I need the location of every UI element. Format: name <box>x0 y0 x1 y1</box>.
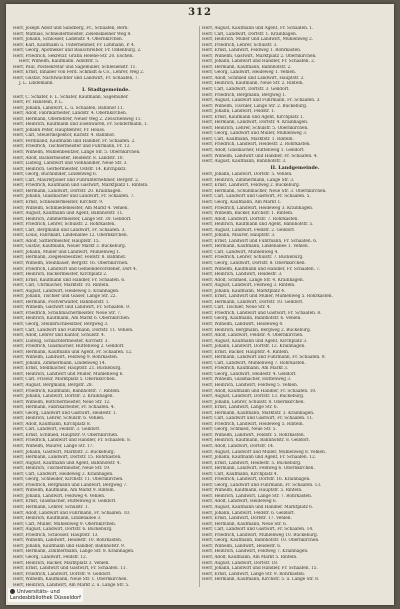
directory-entry: Herr, Hermann, Kaufmann und Agent, Fr. Schaafen. 12. <box>13 349 133 355</box>
directory-entry: Herr, Georg, Landwirt und Fuhrmann, Fr. Schaafen. 13. <box>202 482 322 488</box>
directory-entry: Herr, Ernst, Landwirt und Gastwirt, Fr. Schaafen. 11. <box>13 566 127 572</box>
directory-entry: Herr, Adolf, Landwirt, Feldstr. 4. Obernkirchen. <box>202 333 304 339</box>
directory-entry: Herr, Heinrich, Landwirt, Lange Str. 7. Röhrkasten. <box>202 493 313 499</box>
directory-entry: Herr, Heinrich, Landwirt, Heidestr. 3. <box>202 272 283 278</box>
left-column <box>13 26 199 587</box>
directory-entry: Herr, Ernst, Kaufmann und Händler, Fr. Schaafen. 6. <box>13 277 126 283</box>
directory-entry: Herr, Friedrich, Kaufmann und Gastwirt, Marktplatz 1. Rinteln. <box>13 183 149 189</box>
directory-entry: Herr, August, Kaufmann, Bahnhofstr. 3. <box>202 159 287 165</box>
directory-entry: Herr, Gustav, Nachtwächter und Landwirt, Fr. Schaafen, 7. <box>13 75 139 81</box>
directory-entry: Herr, August, Kaufmann und Agent, Kirchplatz 3. <box>202 338 308 344</box>
directory-entry: Herr, Johann, Landwirt, Dorfstr. 5. Vehlen. <box>202 172 293 178</box>
directory-entry: Herr, Adolf, Glasmacher, Hüttenweg 1. Gelldorf. <box>202 148 305 154</box>
directory-entry: Herr, Carl, Steuerinspektor, Karlstr. 4. Bahnhof. <box>13 133 115 139</box>
directory-entry: Herr, August, Landwirt, Dorfstr. 6. Bückeburg. <box>13 527 113 533</box>
library-watermark <box>8 588 83 602</box>
directory-entry: Herr, August, Landwirt, Feldstr. 2. Gelldorf. <box>202 227 296 233</box>
directory-entry: Herr, Wilhelm, Kaufmann und Händler, Fr. Schaafen. 7. <box>202 266 321 272</box>
directory-entry: Herr, Karl, Kaufmann u. Unternehmer, Fr. Lohmann, P. 4. <box>13 42 135 48</box>
directory-entry: Herr, Carl, Friseur, Marktplatz 5. Obernkirchen. <box>13 377 116 383</box>
directory-entry: Herr, Carl, Kaufmann, Kirchplatz 4. <box>202 471 278 477</box>
directory-entry: Herr, Heinrich, Landwirt, Feldweg 5. Vehlen. <box>202 383 299 388</box>
directory-entry: Herr, Carl, Tischler, Neue Str. 4. <box>202 305 271 311</box>
directory-entry: Herr, Wilhelm, Gastwirt, Marktplatz 2. Obernkirchen. <box>202 53 317 59</box>
directory-entry: Herr, Ernst, Schmied, Hauptstr. 9. Obernkirchen. <box>13 432 119 438</box>
section-heading: I. Stadtgemeinde. <box>82 87 130 94</box>
section-heading: II. Landgemeinde. <box>270 164 320 171</box>
directory-entry: Herr, August, Bergmann, Bergstr. 28. <box>13 383 93 388</box>
directory-entry: Herr, August, Landwirt, Feldweg 3. Rinteln. <box>202 283 296 289</box>
right-column <box>202 26 388 587</box>
directory-entry: Herr, Georg, Landwirt und Gastwirt, Heidestr. 1. <box>13 410 117 416</box>
directory-entry: Herr, Georg, Kaufmann, Am Markt 1. <box>202 199 282 205</box>
directory-entry: Herr, August, Kaufmann und Händler, Marktplatz 6. <box>202 505 314 511</box>
directory-entry: Herr, Johann, Schlosser, Ladenstr. 4. Obernkirchen. <box>13 37 124 43</box>
directory-entry: Herr, Mathias, Schneidermeister, Zielenskieiner Weg 8. <box>13 31 132 37</box>
directory-entry: Herr, Friedrich, Lehrer, Schulstr. 3. <box>202 42 278 48</box>
column-divider <box>199 26 200 587</box>
directory-entry: Herr, Friedrich, Bergmann, Bergweg 1. <box>202 92 287 98</box>
directory-entry: Herr, Fr. Hanstein, P. L. <box>13 100 64 106</box>
directory-entry: Herr, Heinrich, Kaufmann, Lindenallee 3. <box>13 516 102 522</box>
directory-entry: Herr, Johann, Zimmermann, Lindenweg 14. <box>13 360 106 366</box>
directory-entry: Herr, Wilhelm, Landwirt, Heidestr. 6. <box>202 543 282 549</box>
directory-entry: Herr, Carl, Landwirt, Mühlenweg 4. <box>202 249 279 255</box>
directory-entry: Herr, Hermann, Kaufmann, Lindenallee 1. Vehlen. <box>202 244 309 250</box>
directory-entry: Herr, Carl, Landwirt und Gastwirt, Fr. Schaafen. 5. <box>202 194 311 200</box>
directory-entry: Herr, Friedrich, Landwirt und Gastwirt, Fr. Schaafen. 8. <box>202 310 322 316</box>
directory-entry: Herr, Friedrich, Schlosser, Hauptstr. 13. <box>13 532 99 538</box>
directory-entry: Herr, Carl, Landwirt, Dorfstr. 3. Gelldorf. <box>202 87 290 93</box>
directory-entry: Herr, Georg, Landwirt, Heidestr. 4. Gelldorf. <box>202 371 297 377</box>
directory-entry: Herr, Heinrich, Landwirt, Feldweg 7. Krainhagen. <box>202 549 309 555</box>
directory-entry: Herr, Wilhelm, Landwirt und Händler, Fr. Schaafen. 4. <box>202 153 318 159</box>
directory-entry: Herr, Georg, Schneider, Kirchstr. 11. Obernkirchen. <box>13 477 124 483</box>
directory-entry: Herr, Carl, Maurerpolier und Fuhrunternehmer, Bergstr. 2. <box>13 177 140 183</box>
directory-entry: Herr, Friedrich, Sekretär, Gräfin Helene-Str. 20. Eschen. <box>13 53 134 59</box>
directory-entry: Herr, Wilhelm, Steinhauer, Bergstr. 16. Obernkirchen. <box>13 260 129 266</box>
directory-entry: Herr, Hermann, Oberlehrer, Neuer Weg 2. Zwischenweg 11. <box>13 116 142 122</box>
directory-entry: Herr, Hermann, Ziegeleibesitzer, Feldstr. 8. Bahnhof. <box>13 255 126 261</box>
directory-entry: Herr, Heinrich, Lehrer, Schulstr. 6. Vehlen. <box>13 416 105 422</box>
directory-entry: Herr, Heinrich, Bäckermeister, Kirchplatz 2. <box>13 272 108 278</box>
directory-entry: Herr, Johann, Müller und Landwirt, Mühlenweg 1. <box>13 249 121 255</box>
directory-entry: Herr, Heinrich, Landwirt und Müller, Mühlenweg 6. <box>13 371 124 377</box>
directory-entry: Herr, Hermann, Landwirt, Dorfstr. 15. Röhrkasten. <box>13 455 122 461</box>
directory-entry: Herr, Wilhelm, Schmiedemeister, Am Markt 4. Vehlen. <box>13 205 129 211</box>
directory-entry: Herr, Wilhelm, Böttchermeister, Neue Str. 12. <box>13 399 111 405</box>
directory-entry: Herr, Hermann, Kaufmann, Kirchstr. 5. u. Lange Str. 8. <box>202 577 320 583</box>
directory-entry: Herr, Ernst, Stellmacher, Hauptstr. 21. Bückeburg. <box>13 366 122 372</box>
directory-entry: Herr, C. Schäfer, F. L. Schäfer, Kaufmann, Sägemüller. <box>13 94 129 100</box>
directory-entry: Herr, Wilhelm, Tischler, Lange Str. 2. Bückeburg. <box>202 103 308 109</box>
directory-entry: Herr, Georg, Kaufmann, Bahnhofstr. 10. Obernkirchen. <box>202 538 320 544</box>
directory-entry: Herr, Hermann, Landwirt, Dorfstr. 4. Krainhagen. <box>202 120 309 126</box>
directory-entry: Herr, Heinrich, Zimmermann, Lange Str. 3. <box>202 177 295 183</box>
directory-entry: Herr, Heinrich, Müller und Landwirt, Mühlenweg 2. <box>202 37 314 43</box>
directory-entry: Herr, Georg, Landwirt und Müller, Mühlenweg 3. <box>202 131 308 137</box>
directory-entry: Herr, Friedrich, Glasmacher, Hüttenweg 2. Gelldorf. <box>13 344 125 350</box>
directory-entry: Herr, Hermann, Zimmermann, Lange Str. 8. Krainhagen. <box>13 549 135 555</box>
directory-entry: Herr, Heinrich, Zimmermeister, Lange Str. 30. Gelldorf. <box>13 216 132 222</box>
watermark-line-1: Universitäts- und <box>17 589 60 595</box>
directory-entry: Herr, Wilhelm, Mühlenbesitzer, Lange Str. 5. Obernkirchen. <box>13 150 141 156</box>
directory-entry: Herr, Adolf, Landwirt, Dorfstr. 14. <box>202 444 275 450</box>
directory-entry: Herr, Friedrich, Landwirt, Mühlenweg 10. Bückeburg. <box>202 532 318 538</box>
directory-entry: Herr, Johann, Gastwirt, Marktstr. 2. Bückeburg. <box>13 449 115 455</box>
directory-entry: Herr, Friedrich, Kaufmann, Bahnhofstr. 7. Rinteln. <box>13 388 121 394</box>
directory-entry: Herr, Paul, Postsekretär und Sägemüller, Schlesienstr. 11. <box>13 64 137 70</box>
directory-entry: Herr, Ernst, Inhaber von Ferd. Schmidt & Co., Lehrer, Weg 2. <box>13 70 145 76</box>
directory-entry: Herr, Friedrich, Landwirt und Gemeindevorsteher, Dorf 4. <box>13 266 138 272</box>
directory-entry: Herr, August, Landwirt, Dorfstr. 13. Bückeburg. <box>202 394 305 400</box>
directory-entry: Herr, Ludwig, Landwirt und Viehhändler, Neue Str. 3. <box>13 161 128 167</box>
directory-entry: Herr, Johann, Landwirt, Dorfstr. 12. Krainhagen. <box>202 344 306 350</box>
directory-entry: Herr, Wilhelm, Landwirt, Feldweg 9. Röhrkasten. <box>13 355 119 361</box>
directory-entry: Herr, Friedrich, Lehrer, Schulstr. 2. Röhrkasten. <box>13 222 116 228</box>
directory-entry: Herr, Georg, Landwirt, Feldstr. 12. <box>13 554 87 560</box>
directory-entry: Herr, Johann, Landwirt, Feldstr. 1. <box>202 109 276 115</box>
directory-entry: Herr, Carl, Müller, Mühlenweg 9. Obernkirchen. <box>13 521 117 527</box>
directory-entry: Herr, Wilhelm, Maurer, Lange Str. 17. <box>13 444 94 450</box>
directory-entry: Herr, Johann, Landwirt, Feldweg 4. Vehlen. <box>13 493 106 499</box>
directory-entry: Herr, Louis, Fabrikant, Lindenallee 12. Obernkirchen. <box>13 233 128 239</box>
directory-entry: Herr, Joseph Adolf und Sandberg, Fr., Schaafen, Bern. <box>13 26 129 31</box>
directory-entry: Herr, Heinrich, Kaufmann und Agent, Bahnhofstr. 5. <box>202 222 314 228</box>
directory-entry: Herr, Adolf, Lehrer und Kantor, Schulstr. 4. <box>13 333 106 339</box>
document-page <box>6 4 394 605</box>
directory-entry: Herr, Friedrich, Kaufmann, Am Markt 3. <box>202 366 289 372</box>
directory-entry: J. L. Lindemann. <box>19 81 54 87</box>
directory-entry: Herr, Ernst, Landwirt, Lange Str. 6. <box>202 405 278 411</box>
directory-entry: Herr, Johann, Kaufmann und Händler, Bahnhofstr. 9. <box>13 543 125 549</box>
directory-entry: Herr, Ernst, Landwirt, Feldweg 1. Röhrkasten. <box>202 48 302 54</box>
directory-entry: Herr, August, Landwirt, Dorfstr. 18. <box>202 560 279 566</box>
directory-entry: Herr, Heinrich, Lehrer, Schulstr. 5. Obernkirchen. <box>202 125 309 131</box>
directory-entry: Herr, Georg, Apotheker und Bauschreiber, Fr. Oldenburg. 2. <box>13 48 142 54</box>
directory-entry: Herr, Georg, Landwirt, Dorfstr. 8. Obernkirchen. <box>202 260 306 266</box>
directory-entry: Herr, Ferdinand, Kaufmann und Händler, Fr. Schaafen. 2. <box>13 138 136 144</box>
directory-entry: Herr, Adolf, Landwirt, Heideweg 6. <box>202 499 277 505</box>
directory-entry: Herr, Johann, Tischler und Glaser, Lange Str. 22. <box>13 294 117 300</box>
directory-entry: Herr, Friedrich, Schuhmachermeister, Neue Str. 7. <box>13 310 122 316</box>
directory-entry: Herr, Hermann, Fabrikarbeiter, Fr. Schaafen. 4. <box>13 405 115 411</box>
directory-entry: Herr, Johann, Landwirt und Händler, Fr. Schaafen. 2. <box>202 59 316 65</box>
directory-entry: Herr, Wilhelm, Landwirt, Feldstr. 5. Röhrkasten. <box>202 432 305 438</box>
directory-entry: Herr, Adolf, Schmied und Landwirt, Hauptstr. 2. <box>202 75 305 81</box>
directory-entry: Herr, Johann, Glasmacher und Landwirt, Fr. Schaafen. 7. <box>13 194 135 200</box>
directory-entry: Herr, Hermann, Landwirt, Dorfstr. 20. Krainhagen. <box>13 188 122 194</box>
directory-entry: Herr, August, Kaufmann und Agent, Bahnhofstr. 4. <box>13 460 121 466</box>
directory-entry: Herr, Adolf, Landwirt und Fuhrmann, Fr. Schaafen. 10. <box>13 510 131 516</box>
directory-entry: Herr, Georg, Landwirt, Heideweg 1. Vehlen. <box>202 70 296 76</box>
directory-entry: Herr, Wilhelm, Landwirt, Heidestr. 10. Röhrkasten. <box>13 538 123 544</box>
directory-entry: Herr, Georg, Schmied, Neue Str. 5. <box>202 427 277 433</box>
directory-entry: Herr, Johann, Maurer, Hauptstr. 3. <box>202 233 276 239</box>
directory-entry: Herr, Ernst, Landwirt, Dorfstr. 17. Vehlen. <box>202 516 292 522</box>
directory-entry: Herr, Adolf, Schmied, Lange Str. 4. Krainhagen. <box>202 277 304 283</box>
directory-entry: Herr, Friedrich, Lehrer, Schulstr. 7. Bückeburg. <box>202 255 304 261</box>
directory-entry: Herr, Hermann, Schuhmacher, Neue Str. 3. Obernkirchen. <box>202 188 327 194</box>
directory-entry: Herr, Hermann, Kaufmann, Neue Str. 6. <box>202 521 288 527</box>
watermark-line-2: Landesbibliothek Düsseldorf <box>10 595 81 601</box>
directory-entry: Herr, Georg, Buchbinder, Lindenweg 6. <box>13 172 97 178</box>
directory-entry: Herr, Carl, Kaufmann, Marktstr. 1. Rinteln. <box>202 136 294 142</box>
directory-entry: Herr, Ernst, Landwirt, Lange Str. 9. Röhrkasten. <box>202 571 306 577</box>
directory-entry: Herr, Ernst, Landwirt, Heidestr. 5. Bückeburg. <box>202 460 302 466</box>
directory-entry: Herr, Adolf, Kaufmann, Am Markt 5. Rinteln. <box>202 554 298 560</box>
directory-entry: Herr, Wilhelm, Kaufmann, Hauptstr. 5. Rinteln. <box>202 488 303 494</box>
directory-entry: Herr, Carl, Landwirt und Gastwirt, Fr. Schaafen. 14. <box>202 527 314 533</box>
directory-entry: Herr, August, Kaufmann und Agent, Bahnhofstr. 11. <box>13 211 124 217</box>
directory-entry: Herr, Hermann, Lehrer, Schulstr. 1. <box>13 505 89 511</box>
directory-entry: Herr, Johann, Landwirt, Feldstr. 6. Gelldorf. <box>202 510 295 516</box>
directory-entry: Herr, Adolf, Kaufmann und Händler, Fr. Schaafen. 10. <box>202 388 317 394</box>
directory-entry: Herr, Wilhelm, Glasmacher, Hüttenweg 3. <box>202 377 292 383</box>
directory-entry: Herr, Gustav, Kaufmann, Neuer Markt 3. Bückeburg. <box>13 244 126 250</box>
directory-entry: Herr, Heinrich, Gerbermeister, Oststr. 14. Kirchplatz. <box>13 166 127 172</box>
directory-entry: Herr, Heinrich, Kaufmann, Am Markt 6. Obernkirchen. <box>13 316 131 322</box>
directory-entry: Herr, Ernst, Glasmacher, Hüttenweg 8. Gelldorf. <box>13 499 117 505</box>
directory-entry: Herr, Ernst, Kaufmann und Agent, Kirchplatz 1. <box>202 114 304 120</box>
directory-entry: Herr, Hermann, Kaufmann, Bahnhofstr. 2. <box>202 64 292 70</box>
directory-entry: Herr, Johann, Lehrer, Schulstr. 8. Obernkirchen. <box>202 399 305 405</box>
directory-entry: Herr, Friedrich, Landwirt, Heideweg 3. Krainhagen. <box>202 205 314 211</box>
directory-entry: Herr, Heinrich, Kaufmann, Neue Str. 2. Rinteln. <box>202 81 304 87</box>
directory-entry: Herr, Wilhelm, Gastwirt und Landwirt, Fr. Schaafen. 9. <box>13 305 131 311</box>
directory-entry: Herr, Johann, Kaufmann, Marktplatz 4. <box>202 288 286 294</box>
directory-entry: Herr, Wilhelm, Kaufmann, Am Markt 9. Rinteln. <box>13 488 115 494</box>
directory-entry: Herr, Ludwig, Schlachtermeister, Kirchstr. 3. <box>13 338 109 344</box>
directory-entry: Herr, Heinrich, Tischlermeister, Neue Str. 19. <box>13 466 111 472</box>
directory-entry: Herr, Hermann, Postverwalter, Bahnhofstr. 1. <box>13 299 110 305</box>
directory-entry: Herr, Friedrich, Bergmann und Landwirt, Bergweg 7. <box>13 482 128 488</box>
directory-entry: Herr, Carl, Uhrmacher, Marktstr. 10. Rinteln. <box>13 283 110 289</box>
directory-entry: Herr, Friedrich, Landwirt, Dorfstr. 16. Krainhagen. <box>202 477 311 483</box>
directory-entry: Herr, Carl, Landwirt, Mühlenweg 7. Röhrkasten. <box>202 360 306 366</box>
directory-entry: Herr, Ernst, Bäcker, Hauptstr. 4. Rinteln. <box>202 349 290 355</box>
directory-entry: Herr, Johann, Kaufmann und Agent, Fr. Schaafen. 12. <box>202 455 316 461</box>
directory-entry: Herr, Georg, Steinbruchbesitzer, Bergweg 3. <box>13 321 109 327</box>
directory-entry: Herr, Carl, Landwirt und Fuhrmann, Dorfstr. 11. Vehlen. <box>13 327 134 333</box>
directory-entry: Herr, Wilhelm, Bäcker, Kirchstr. 1. Rinteln. <box>202 211 294 217</box>
directory-entry: Herr, August, Kaufmann und Agent, Fr. Schaafen. 1. <box>202 26 314 31</box>
directory-entry: Herr, Adolf, Bäckermeister, Heidestr. 8. Landstr. 10. <box>13 155 124 161</box>
directory-entry: Herr, Johann, Landwirt, Dorfstr. 2. Krainhagen. <box>13 394 114 400</box>
directory-entry: Herr, Heinrich, Bergmann, Bergweg 2. Bückeburg. <box>202 327 311 333</box>
directory-entry: Herr, Adolf, Kaufmann, Kirchplatz 8. <box>13 421 91 427</box>
directory-entry: Herr, August, Landwirt und Müller, Mühlenweg 8. Vehlen. <box>202 449 327 455</box>
directory-entry: Herr, Georg, Kaufmann, Bahnhofstr. 6. Vehlen. <box>202 316 302 322</box>
directory-entry: Herr, Friedrich, Landwirt, Heideweg 5. Rinteln. <box>202 421 304 427</box>
directory-entry: Herr, Adolf, Sattlermeister, Hauptstr. 15. <box>13 238 100 244</box>
directory-entry: Herr, Ernst, Landwirt, Feldweg 2. Bückeburg. <box>202 183 300 189</box>
directory-entry: Herr, Carl, Landwirt, Dorfstr. 1. Krainhagen. <box>202 31 298 37</box>
directory-entry: Herr, Adolf, Fabrikarbeiter, Landstr. 4. Obernkirchen. <box>13 111 128 117</box>
directory-entry: Herr, Hermann, Landwirt, Feldweg 6. Obernkirchen. <box>202 466 315 472</box>
directory-entry: Herr, Johann, Landwirt, L. u. Schaafen, Bahnhof 11. <box>13 105 124 111</box>
directory-entry: Herr, Heinrich, Bäcker, Marktplatz 3. Vehlen. <box>13 560 110 566</box>
directory-entry: Herr, Heinrich, Kaufmann, Bahnhofstr. 8. Gelldorf. <box>202 438 310 444</box>
directory-entry: Herr, Ernst, Landwirt und Fuhrmann, Fr. Schaafen. 6. <box>202 238 318 244</box>
directory-entry: Herr, Carl, Landwirt und Gastwirt, Fr. Schaafen. 11. <box>202 416 314 422</box>
directory-entry: Herr, Heinrich, Landwirt, Am Markt 2. u. Lange Str. 5. <box>13 582 130 587</box>
library-logo-icon <box>10 589 15 594</box>
directory-entry: Herr, Adolf, Landwirt, Dorfstr. 7. Röhrkasten. <box>202 216 299 222</box>
directory-entry: Herr, August, Landwirt und Fuhrmann, Fr. Schaafen. 3. <box>202 98 321 104</box>
directory-entry: Herr, Hermann, Landwirt und Fuhrmann, Fr. Schaafen. 9. <box>202 355 326 361</box>
directory-entry: Herr, Friedrich, Tischlermeister und Fuhrmann, Fr. 12. <box>13 144 131 150</box>
directory-entry: Herr, Wilhelm, Kaufmann. Adolfstr. 5. <box>19 59 100 65</box>
directory-entry: Herr, Johann, Landwirt und Händler, Fr. Schaafen. 15. <box>202 566 318 572</box>
directory-entry: Herr, Hermann, Landwirt, Dorfstr. 10. Gelldorf. <box>202 299 304 305</box>
directory-entry: Herr, Wilhelm, Kaufmann, Neue Str. 1. Obernkirchen. <box>13 577 128 583</box>
directory-entry: Herr, Ernst, Landwirt und Müller, Mühlenweg 5. Röhrkasten. <box>202 294 333 300</box>
directory-entry: Herr, Carl, Landwirt, Heideweg 2. Krainhagen. <box>13 471 114 477</box>
directory-entry: Herr, Carl, Bergmann und Landwirt, Fr. Schaafen. 3. <box>13 227 126 233</box>
directory-entry: Herr, Friedrich, Landwirt und Händler, Fr. Schaafen. 8. <box>13 438 132 444</box>
directory-entry: Herr, Hermann, Kaufmann, Marktstr. 3. Krainhagen. <box>202 410 315 416</box>
directory-entry: Herr, Johann Peter, Hauptlehrer, Fr. Heuss. <box>13 127 106 133</box>
directory-entry: Herr, Ernst, Schneidermeister, Kirchstr. 9. <box>13 199 104 205</box>
directory-entry: Herr, Friedrich, Landwirt, Dorfstr. 9. Gelldorf. <box>13 571 112 577</box>
directory-entry: Herr, August, Landwirt, Heideweg 5. Krainhagen. <box>13 288 120 294</box>
directory-entry: Herr, Carl, Landwirt, Feldstr. 3. Gelldorf. <box>13 427 101 433</box>
directory-entry: Herr, Wilhelm, Landwirt, Heideweg 4. <box>202 321 284 327</box>
directory-entry: Herr, Friedrich, Landwirt, Heidestr. 2. Röhrkasten. <box>202 142 311 148</box>
directory-entry: Herr, Heinrich, Kaufmann und Eisenwaren, Fr. Sondermann, 1. <box>13 122 149 128</box>
page-number: 312 <box>188 7 212 18</box>
